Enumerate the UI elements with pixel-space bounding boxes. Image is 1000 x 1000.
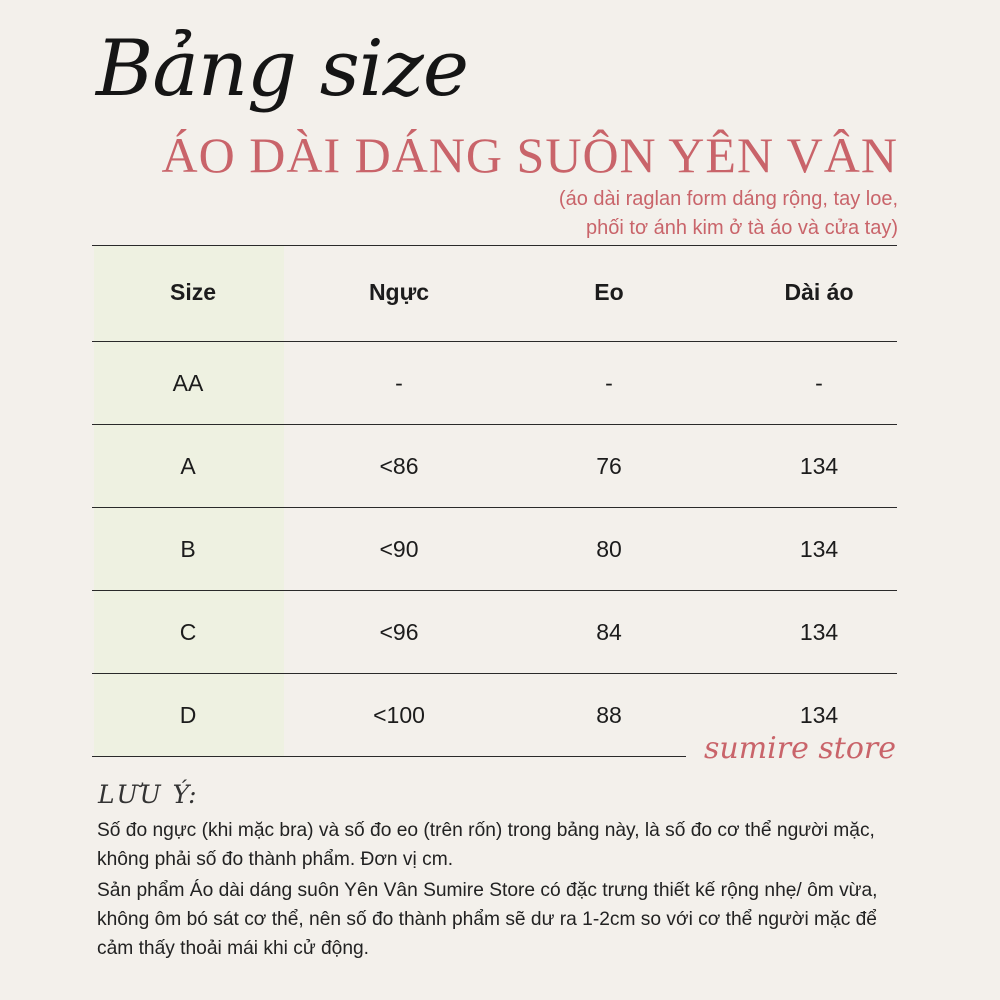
cell-size: A (180, 452, 196, 479)
table-bottom-rule (92, 756, 686, 757)
table-header-rule (92, 341, 897, 342)
note-paragraph: Sản phẩm Áo dài dáng suôn Yên Vân Sumire Store có đặc trưng thiết kế rộng nhẹ/ ôm vừa, không ôm bó sát cơ thể, nên số đo thành phẩm sẽ dư ra 1-2cm so với cơ thể người mặc để cảm thấy thoải mái khi cử động. (97, 880, 878, 959)
header-size: Size (169, 278, 217, 305)
note-paragraph: Số đo ngực (khi mặc bra) và số đo eo (trên rốn) trong bảng này, là số đo cơ thể người mặc, không phải số đo thành phẩm. Đơn vị cm. (97, 820, 875, 870)
cell-size: D (179, 701, 197, 728)
cell-chest: <100 (373, 701, 425, 728)
cell-size: AA (172, 369, 204, 396)
store-signature: sumire store (704, 731, 896, 766)
cell-waist: 88 (596, 701, 622, 728)
table-top-rule (92, 245, 897, 246)
header-chest: Ngực (368, 278, 430, 305)
table-row (92, 534, 897, 564)
table-row-rule (92, 673, 897, 674)
cell-chest: <86 (379, 452, 419, 479)
cell-length: - (815, 369, 823, 396)
table-header-row (92, 277, 897, 307)
table-row (92, 617, 897, 647)
note-title: LƯU Ý: (98, 780, 199, 809)
cell-waist: 80 (596, 535, 622, 562)
script-title: Bảng size (96, 24, 469, 114)
cell-length: 134 (799, 701, 839, 728)
cell-size: C (179, 618, 197, 645)
main-title: ÁO DÀI DÁNG SUÔN YÊN VÂN (161, 127, 898, 183)
header-length: Dài áo (784, 278, 854, 305)
cell-chest: <90 (379, 535, 419, 562)
subtitle-line-2: phối tơ ánh kim ở tà áo và cửa tay) (586, 217, 898, 239)
size-column-background (94, 246, 284, 756)
cell-waist: 84 (596, 618, 622, 645)
cell-size: B (180, 535, 196, 562)
table-row-rule (92, 424, 897, 425)
cell-length: 134 (799, 452, 839, 479)
cell-waist: - (605, 369, 613, 396)
subtitle-line-1: (áo dài raglan form dáng rộng, tay loe, (558, 188, 898, 210)
subtitle (559, 185, 898, 243)
cell-waist: 76 (596, 452, 622, 479)
cell-chest: - (395, 369, 403, 396)
table-row-rule (92, 507, 897, 508)
table-row (92, 700, 897, 730)
table-row (92, 451, 897, 481)
cell-length: 134 (799, 618, 839, 645)
cell-chest: <96 (379, 618, 419, 645)
cell-length: 134 (799, 535, 839, 562)
header-waist: Eo (594, 278, 624, 305)
table-row (92, 368, 897, 398)
table-row-rule (92, 590, 897, 591)
